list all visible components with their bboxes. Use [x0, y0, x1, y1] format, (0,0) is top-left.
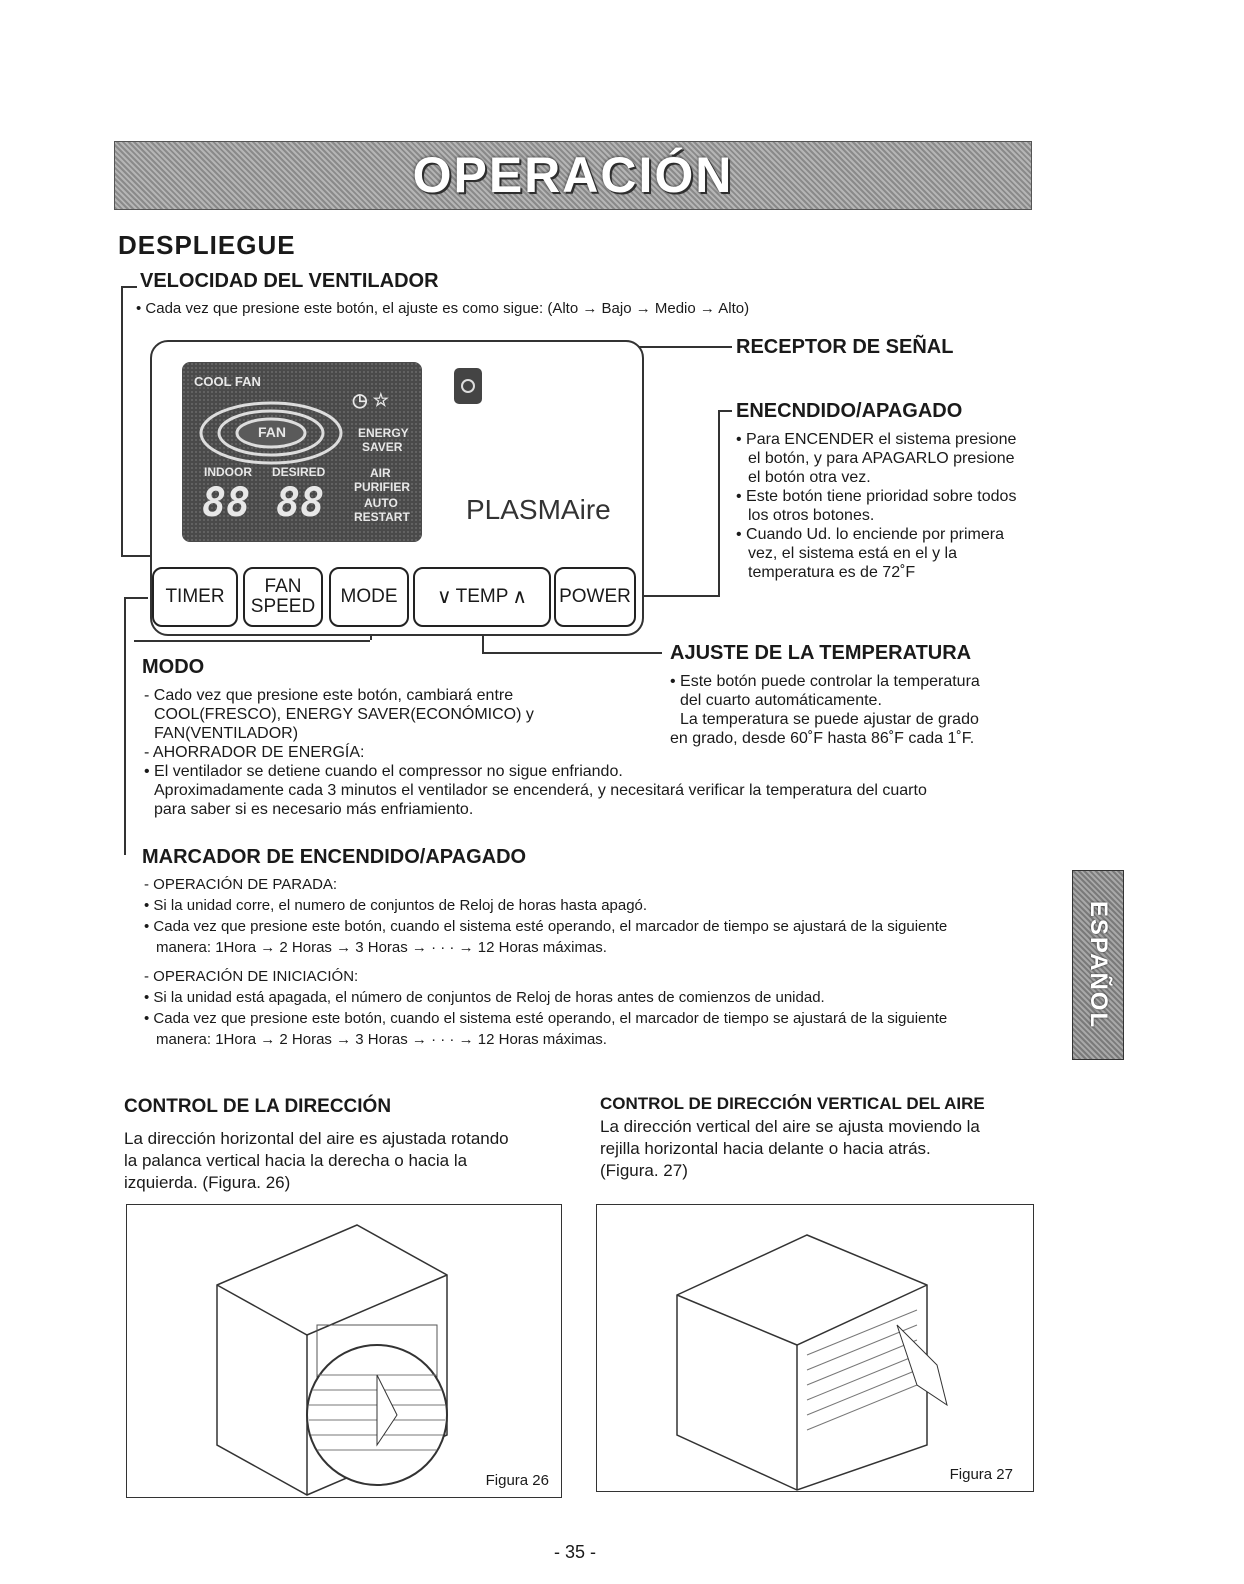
lcd-cool-fan: COOL FAN — [194, 374, 261, 389]
leader-line — [718, 410, 720, 596]
title-banner — [114, 141, 1032, 210]
power-line: • Cuando Ud. lo enciende por primera — [736, 526, 1004, 543]
timer-title: MARCADOR DE ENCENDIDO/APAGADO — [142, 846, 527, 868]
direction-line: izquierda. (Figura. 26) — [124, 1173, 291, 1192]
fan-speed-line2: SPEED — [250, 596, 316, 617]
lcd-saver: SAVER — [362, 440, 403, 454]
power-line: • Para ENCENDER el sistema presione — [736, 431, 1017, 448]
mode-line: COOL(FRESCO), ENERGY SAVER(ECONÓMICO) y — [154, 706, 534, 723]
clock-icon: ◷ ☆ — [352, 390, 389, 410]
leader-line — [124, 597, 148, 599]
lcd-purifier: PURIFIER — [354, 480, 411, 494]
leader-line — [640, 595, 720, 597]
receiver-title: RECEPTOR DE SEÑAL — [736, 336, 954, 358]
lcd-fan: FAN — [258, 424, 286, 440]
mode-line: - AHORRADOR DE ENERGÍA: — [144, 744, 365, 761]
vertical-line: La dirección vertical del aire se ajusta moviendo la — [600, 1117, 980, 1136]
power-text — [736, 430, 1056, 582]
chevron-down-icon[interactable]: ∨ — [436, 586, 452, 608]
timer-line: • Cada vez que presione este botón, cuando el sistema esté operando, el marcador de tiempo se ajustará de la siguiente — [144, 918, 948, 935]
leader-line — [124, 597, 126, 855]
mode-title: MODO — [142, 656, 205, 678]
vertical-title: CONTROL DE DIRECCIÓN VERTICAL DEL AIRE — [600, 1094, 985, 1113]
lcd-air: AIR — [370, 466, 391, 480]
lcd-auto: AUTO — [364, 496, 398, 510]
figure-26 — [126, 1204, 562, 1498]
signal-receiver — [454, 368, 482, 404]
power-title: ENECNDIDO/APAGADO — [736, 400, 963, 422]
temp-adjust-title: AJUSTE DE LA TEMPERATURA — [670, 642, 972, 664]
lcd-restart: RESTART — [354, 510, 410, 524]
mode-line: - Cado vez que presione este botón, cambiará entre — [144, 687, 514, 704]
temp-line: La temperatura se puede ajustar de grado — [680, 711, 979, 728]
mode-line: para saber si es necesario más enfriamiento. — [154, 801, 474, 818]
power-button[interactable]: POWER — [554, 567, 636, 627]
chevron-up-icon[interactable]: ∧ — [512, 586, 528, 608]
direction-line: la palanca vertical hacia la derecha o hacia la — [124, 1151, 468, 1170]
mode-line: FAN(VENTILADOR) — [154, 725, 299, 742]
fan-speed-line1: FAN — [264, 576, 302, 597]
fan-speed-title: VELOCIDAD DEL VENTILADOR — [140, 270, 439, 292]
mode-line: • El ventilador se detiene cuando el compressor no sigue enfriando. — [144, 763, 623, 780]
vertical-line: rejilla horizontal hacia delante o hacia atrás. — [600, 1139, 931, 1158]
lcd-desired-digits: 88 — [276, 480, 325, 526]
sensor-icon — [461, 379, 475, 393]
timer-line: manera: 1Hora → 2 Horas → 3 Horas → · · · → 12 Horas máximas. — [156, 939, 607, 956]
power-line: el botón otra vez. — [748, 469, 871, 486]
direction-text — [124, 1128, 564, 1194]
vertical-line: (Figura. 27) — [600, 1161, 688, 1180]
timer-line: • Si la unidad corre, el numero de conjuntos de Reloj de horas hasta apagó. — [144, 897, 648, 914]
direction-title: CONTROL DE LA DIRECCIÓN — [124, 1096, 392, 1117]
temp-line: • Este botón puede controlar la temperatura — [670, 673, 980, 690]
timer-line: • Cada vez que presione este botón, cuando el sistema esté operando, el marcador de tiempo se ajustará de la siguiente — [144, 1010, 948, 1027]
section-title: DESPLIEGUE — [118, 230, 296, 260]
timer-line: manera: 1Hora → 2 Horas → 3 Horas → · · · → 12 Horas máximas. — [156, 1031, 607, 1048]
lcd-energy: ENERGY — [358, 426, 409, 440]
timer-line: • Si la unidad está apagada, el número de conjuntos de Reloj de horas antes de comienzos de unidad. — [144, 989, 825, 1006]
lcd-indoor: INDOOR — [204, 465, 252, 479]
temp-line: del cuarto automáticamente. — [680, 692, 882, 709]
mode-line: Aproximadamente cada 3 minutos el ventilador se encenderá, y necesitará verificar la temperatura del cuarto — [154, 782, 927, 799]
temp-line: en grado, desde 60˚F hasta 86˚F cada 1˚F. — [670, 730, 975, 747]
timer-stop-heading: - OPERACIÓN DE PARADA: — [144, 876, 338, 893]
page-number: - 35 - — [553, 1542, 596, 1562]
air-conditioner-illustration — [127, 1205, 561, 1497]
brand-logo: PLASMAire — [466, 494, 611, 525]
fan-speed-button[interactable] — [243, 567, 323, 627]
lcd-desired: DESIRED — [272, 465, 326, 479]
timer-text — [144, 874, 1044, 1050]
mode-text — [144, 686, 1044, 819]
power-line: temperatura es de 72˚F — [748, 564, 916, 581]
language-tab — [1072, 870, 1124, 1060]
direction-line: La dirección horizontal del aire es ajustada rotando — [124, 1129, 509, 1148]
vertical-text — [600, 1116, 1040, 1182]
temp-button[interactable] — [413, 567, 551, 627]
power-line: • Este botón tiene prioridad sobre todos — [736, 488, 1017, 505]
leader-line — [121, 286, 123, 556]
figure-27-caption: Figura 27 — [949, 1466, 1013, 1483]
leader-line — [482, 652, 662, 654]
timer-button[interactable]: TIMER — [152, 567, 238, 627]
leader-line — [720, 410, 732, 412]
figure-26-caption: Figura 26 — [485, 1472, 549, 1489]
temp-label: TEMP — [455, 586, 509, 607]
banner-title: OPERACIÓN — [412, 147, 734, 203]
leader-line — [121, 286, 137, 288]
power-line: los otros botones. — [748, 507, 875, 524]
fan-speed-text: • Cada vez que presione este botón, el ajuste es como sigue: (Alto → Bajo → Medio → Alto) — [136, 300, 750, 317]
lcd-display — [182, 362, 422, 542]
air-conditioner-illustration — [597, 1205, 1033, 1491]
power-line: vez, el sistema está en el y la — [748, 545, 957, 562]
mode-button[interactable]: MODE — [329, 567, 409, 627]
leader-line — [134, 640, 370, 642]
language-tab-label: ESPAÑOL — [1085, 900, 1112, 1030]
figure-27 — [596, 1204, 1034, 1492]
lcd-indoor-digits: 88 — [202, 480, 251, 526]
timer-start-heading: - OPERACIÓN DE INICIACIÓN: — [144, 968, 359, 985]
power-line: el botón, y para APAGARLO presione — [748, 450, 1015, 467]
